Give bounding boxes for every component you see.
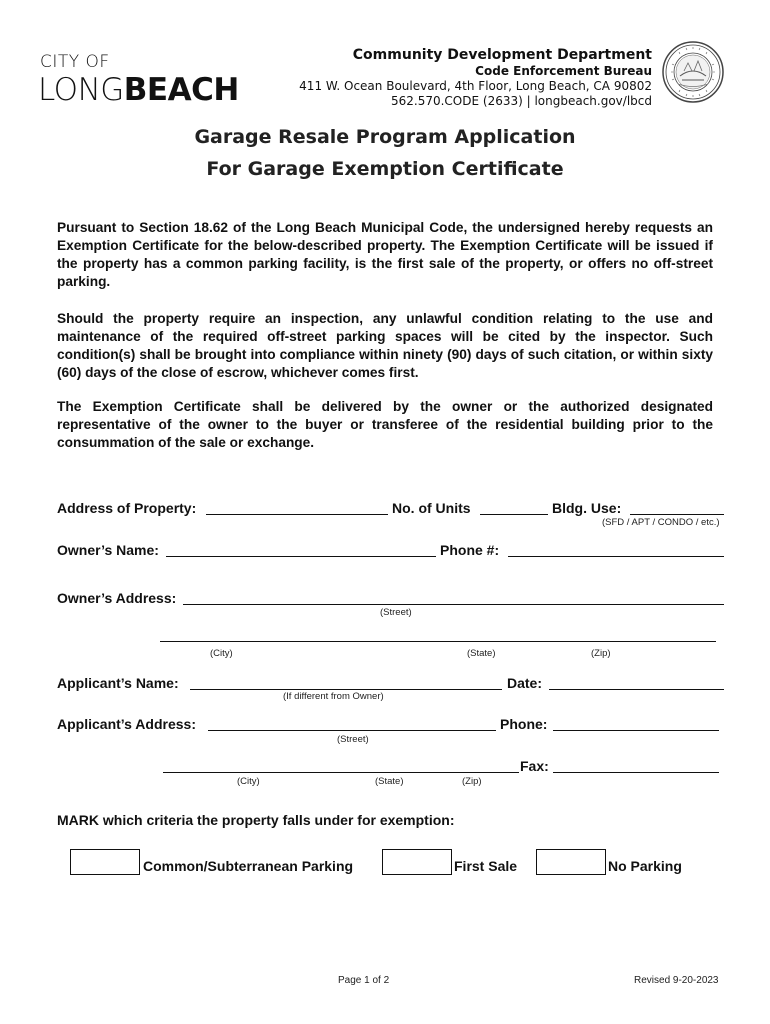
department-address: 411 W. Ocean Boulevard, 4th Floor, Long Beach, CA 90802 bbox=[299, 79, 652, 93]
no-of-units-label: No. of Units bbox=[392, 500, 471, 516]
no-of-units-field[interactable] bbox=[480, 514, 548, 515]
first-sale-label: First Sale bbox=[454, 858, 518, 874]
owner-state-hint: (State) bbox=[467, 648, 496, 659]
inspection-paragraph: Should the property require an inspection, any unlawful condition relating to the use and maintenance of the required off-street parking spaces will be cited by the inspector. Such condition(s) shall be brought into compliance within ninety (90) days of such citation, or within sixty (60) days of the close of escrow, whichever comes first. bbox=[57, 311, 713, 380]
common-parking-checkbox[interactable] bbox=[70, 849, 140, 875]
applicant-zip-hint: (Zip) bbox=[462, 776, 482, 787]
revision-date: Revised 9-20-2023 bbox=[634, 975, 719, 986]
owners-address-label: Owner’s Address: bbox=[57, 590, 177, 606]
applicants-address-label: Applicant’s Address: bbox=[57, 716, 196, 732]
if-different-hint: (If different from Owner) bbox=[283, 691, 384, 702]
applicant-city-hint: (City) bbox=[237, 776, 260, 787]
applicant-phone-field[interactable] bbox=[553, 730, 719, 731]
form-subtitle: For Garage Exemption Certificate bbox=[206, 158, 564, 180]
city-logo bbox=[38, 72, 239, 108]
delivery-paragraph: The Exemption Certificate shall be delivered by the owner or the authorized designated representative of the owner to the buyer or transferee of the residential building prior to the consummation of the sale or exchange. bbox=[57, 399, 713, 450]
department-name: Community Development Department bbox=[352, 47, 652, 63]
owners-city-state-zip-field[interactable] bbox=[160, 641, 716, 642]
owner-phone-field[interactable] bbox=[508, 556, 724, 557]
criteria-heading: MARK which criteria the property falls under for exemption: bbox=[57, 812, 455, 828]
logo-city-of: CITY OF bbox=[40, 52, 110, 72]
fax-label: Fax: bbox=[520, 758, 549, 774]
applicants-name-field[interactable] bbox=[190, 689, 502, 690]
owners-name-field[interactable] bbox=[166, 556, 436, 557]
owner-city-hint: (City) bbox=[210, 648, 233, 659]
address-of-property-label: Address of Property: bbox=[57, 500, 197, 516]
first-sale-checkbox[interactable] bbox=[382, 849, 452, 875]
intro-paragraph: Pursuant to Section 18.62 of the Long Beach Municipal Code, the undersigned hereby requests an Exemption Certificate for the below-described property. The Exemption Certificate will be issued if the property has a common parking facility, is the first sale of the property, or offers no off-street parking. bbox=[57, 220, 713, 289]
owner-street-hint: (Street) bbox=[380, 607, 412, 618]
applicants-street-field[interactable] bbox=[208, 730, 496, 731]
bldg-use-label: Bldg. Use: bbox=[552, 500, 622, 516]
logo-long: LONG bbox=[38, 72, 124, 108]
bldg-use-field[interactable] bbox=[630, 514, 724, 515]
form-title: Garage Resale Program Application bbox=[194, 126, 576, 148]
applicant-phone-label: Phone: bbox=[500, 716, 548, 732]
address-of-property-field[interactable] bbox=[206, 514, 388, 515]
common-parking-label: Common/Subterranean Parking bbox=[143, 858, 354, 874]
date-field[interactable] bbox=[549, 689, 724, 690]
page-number: Page 1 of 2 bbox=[338, 975, 390, 986]
applicant-state-hint: (State) bbox=[375, 776, 404, 787]
date-label: Date: bbox=[507, 675, 543, 691]
owner-zip-hint: (Zip) bbox=[591, 648, 611, 659]
fax-field[interactable] bbox=[553, 772, 719, 773]
applicant-city-state-zip-field[interactable] bbox=[163, 772, 519, 773]
applicants-name-label: Applicant’s Name: bbox=[57, 675, 179, 691]
phone-number-label: Phone #: bbox=[440, 542, 500, 558]
no-parking-checkbox[interactable] bbox=[536, 849, 606, 875]
applicant-street-hint: (Street) bbox=[337, 734, 369, 745]
owners-name-label: Owner’s Name: bbox=[57, 542, 159, 558]
department-contact: 562.570.CODE (2633) | longbeach.gov/lbcd bbox=[390, 94, 652, 108]
logo-beach: BEACH bbox=[123, 72, 239, 108]
bureau-name: Code Enforcement Bureau bbox=[475, 64, 652, 78]
city-seal-icon bbox=[662, 41, 724, 103]
owners-street-field[interactable] bbox=[183, 604, 724, 605]
bldg-use-hint: (SFD / APT / CONDO / etc.) bbox=[602, 517, 720, 528]
no-parking-label: No Parking bbox=[608, 858, 682, 874]
